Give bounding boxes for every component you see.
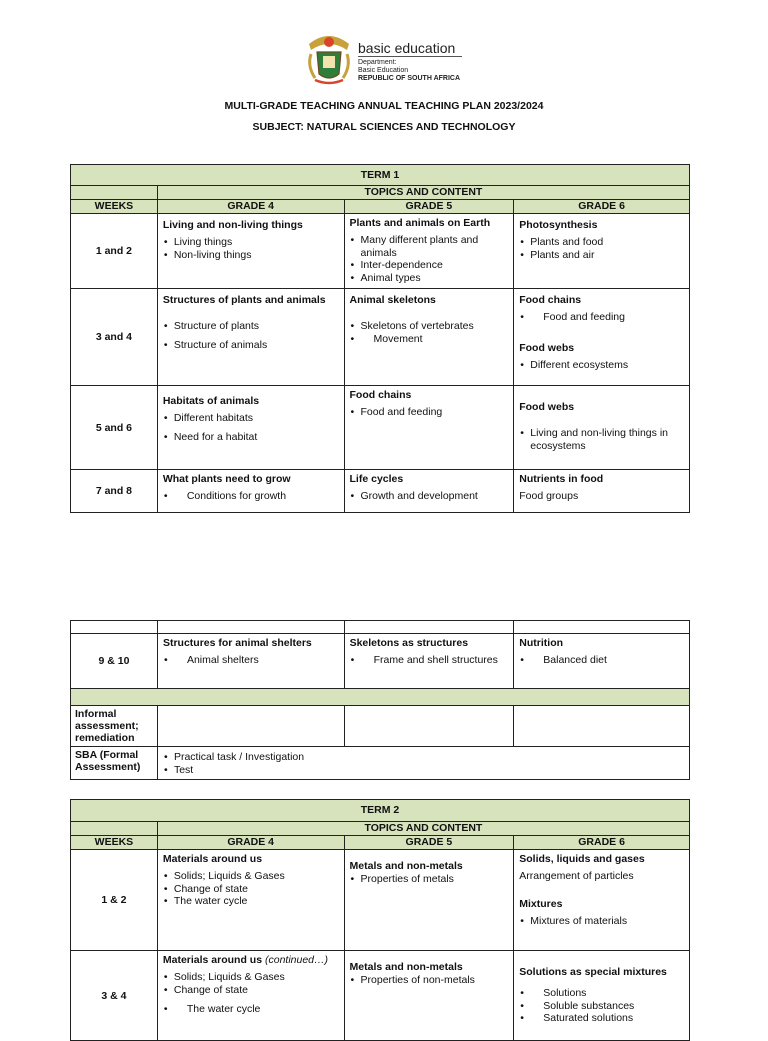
- list-item: • Animal shelters: [163, 654, 339, 667]
- grade5-cell: [344, 951, 514, 1041]
- coat-of-arms-icon: [303, 30, 355, 86]
- topic-title-row: [163, 954, 339, 966]
- table-row: [71, 214, 690, 289]
- table-row: [71, 634, 690, 689]
- grade4-cell: [157, 386, 344, 470]
- term2-table: [70, 799, 690, 1041]
- topic-title: Structures for animal shelters: [162, 637, 312, 649]
- list-item: • Need for a habitat: [163, 431, 339, 444]
- sba-cell: [157, 747, 689, 780]
- green-divider-row: [71, 689, 690, 706]
- grade4-cell: [157, 951, 344, 1041]
- list-item: • Change of state: [163, 984, 339, 997]
- table-row: [71, 289, 690, 386]
- list-item: • Practical task / Investigation: [163, 751, 684, 764]
- topic-title: Nutrition: [519, 637, 564, 649]
- grade4-cell: [157, 289, 344, 386]
- topic-title: Metals and non-metals: [349, 860, 463, 872]
- topic-title: Food chains: [519, 294, 582, 306]
- list-item: • Conditions for growth: [163, 490, 339, 503]
- weeks-cell: 1 & 2: [71, 850, 158, 951]
- list-item: • Non-living things: [163, 249, 339, 262]
- topic-title: Metals and non-metals: [349, 961, 463, 973]
- topic-text: Arrangement of particles: [519, 870, 634, 882]
- list-item: • Structure of animals: [163, 339, 339, 352]
- blank-cell: [71, 186, 158, 200]
- list-item: • Test: [163, 764, 684, 777]
- term2-topics-header: TOPICS AND CONTENT: [157, 822, 689, 836]
- weeks-cell: 9 & 10: [71, 634, 158, 689]
- term2-title: TERM 2: [71, 800, 690, 822]
- list-item: • Properties of metals: [350, 873, 509, 886]
- blank-cell: [71, 822, 158, 836]
- table-row: [71, 951, 690, 1041]
- list-item: • The water cycle: [163, 895, 339, 908]
- document-subject: SUBJECT: NATURAL SCIENCES AND TECHNOLOGY: [252, 121, 516, 133]
- list-item: • Different habitats: [163, 412, 339, 425]
- topic-title: Animal skeletons: [349, 294, 436, 306]
- list-item: • Saturated solutions: [519, 1012, 684, 1025]
- grade5-header: GRADE 5: [344, 836, 514, 850]
- term1-continued-table: [70, 620, 690, 780]
- topic-title: Life cycles: [349, 473, 404, 485]
- table-row: [71, 850, 690, 951]
- logo-line-3: REPUBLIC OF SOUTH AFRICA: [358, 75, 461, 82]
- topic-title: Solutions as special mixtures: [519, 966, 667, 978]
- grade6-header: GRADE 6: [514, 836, 690, 850]
- list-item: • Properties of non-metals: [350, 974, 509, 987]
- logo-title: basic education: [358, 40, 456, 56]
- topic-title: What plants need to grow: [162, 473, 291, 485]
- weeks-cell: 7 and 8: [71, 470, 158, 513]
- list-item: • Solids; Liquids & Gases: [163, 971, 339, 984]
- grade6-cell: [514, 470, 690, 513]
- list-item: • Food and feeding: [519, 311, 684, 324]
- term1-title: TERM 1: [71, 165, 690, 186]
- term1-topics-header: TOPICS AND CONTENT: [157, 186, 689, 200]
- table-row: [71, 470, 690, 513]
- list-item: • Plants and air: [519, 249, 684, 262]
- weeks-header: WEEKS: [71, 836, 158, 850]
- weeks-cell: 5 and 6: [71, 386, 158, 470]
- topic-title: Nutrients in food: [519, 473, 604, 485]
- grade4-cell: [157, 470, 344, 513]
- list-item: • Different ecosystems: [519, 359, 684, 372]
- grade5-cell: [344, 386, 514, 470]
- topic-title: Food webs: [519, 341, 575, 354]
- grade6-cell: [514, 951, 690, 1041]
- list-item: • Structure of plants: [163, 320, 339, 333]
- topic-title: Plants and animals on Earth: [349, 217, 491, 229]
- sba-label: SBA (Formal Assessment): [71, 747, 158, 780]
- grade4-cell: [157, 634, 344, 689]
- informal-assessment-label: Informal assessment; remediation: [71, 706, 158, 747]
- list-item: • Solutions: [519, 987, 684, 1000]
- topic-title: Mixtures: [519, 898, 563, 910]
- grade5-cell: [344, 850, 514, 951]
- grade4-cell: [157, 214, 344, 289]
- topic-title: Materials around us: [162, 853, 263, 865]
- list-item: • Frame and shell structures: [350, 654, 509, 667]
- list-item: • Solids; Liquids & Gases: [163, 870, 339, 883]
- grade6-cell: [514, 214, 690, 289]
- list-item: • Mixtures of materials: [519, 915, 684, 928]
- weeks-cell: 1 and 2: [71, 214, 158, 289]
- topic-text: Food groups: [519, 490, 579, 502]
- logo-line-1: Department:: [358, 59, 397, 66]
- document-title: MULTI-GRADE TEACHING ANNUAL TEACHING PLAN 2023/2024: [224, 100, 544, 112]
- grade5-cell: [344, 289, 514, 386]
- grade6-cell: [514, 850, 690, 951]
- grade6-cell: [514, 386, 690, 470]
- weeks-cell: 3 & 4: [71, 951, 158, 1041]
- list-item: • Movement: [350, 333, 509, 346]
- grade5-cell: [344, 470, 514, 513]
- list-item: • Animal types: [350, 272, 509, 285]
- grade5-header: GRADE 5: [344, 200, 514, 214]
- list-item: • Plants and food: [519, 236, 684, 249]
- list-item: • Skeletons of vertebrates: [350, 320, 509, 333]
- topic-title: Photosynthesis: [519, 219, 598, 231]
- topic-title: Solids, liquids and gases: [519, 853, 645, 865]
- list-item: • Growth and development: [350, 490, 509, 503]
- table-row: [71, 706, 690, 747]
- topic-title: Food chains: [349, 389, 412, 401]
- logo-divider: [358, 56, 462, 57]
- grade6-cell: [514, 289, 690, 386]
- term1-table: [70, 164, 690, 513]
- table-row: [71, 386, 690, 470]
- list-item: • Living things: [163, 236, 339, 249]
- list-item: • Many different plants and animals: [350, 234, 509, 259]
- grade4-cell: [157, 850, 344, 951]
- weeks-cell: 3 and 4: [71, 289, 158, 386]
- weeks-header: WEEKS: [71, 200, 158, 214]
- topic-title: Living and non-living things: [162, 219, 303, 231]
- grade6-cell: [514, 634, 690, 689]
- list-item: • The water cycle: [163, 1003, 339, 1016]
- topic-title: Food webs: [519, 401, 575, 413]
- list-item: • Soluble substances: [519, 1000, 684, 1013]
- topic-title: Habitats of animals: [162, 395, 260, 407]
- list-item: • Inter-dependence: [350, 259, 509, 272]
- logo-line-2: Basic Education: [358, 67, 409, 74]
- grade4-header: GRADE 4: [157, 836, 344, 850]
- table-row: [71, 747, 690, 780]
- grade5-cell: [344, 634, 514, 689]
- topic-title: Structures of plants and animals: [162, 294, 326, 306]
- topic-title: Materials around us: [162, 954, 263, 966]
- grade4-header: GRADE 4: [157, 200, 344, 214]
- topic-title: Skeletons as structures: [349, 637, 469, 649]
- list-item: • Living and non-living things in ecosystems: [519, 427, 684, 452]
- topic-title-suffix: (continued…): [264, 954, 329, 966]
- list-item: • Food and feeding: [350, 406, 509, 419]
- list-item: • Change of state: [163, 883, 339, 896]
- grade5-cell: [344, 214, 514, 289]
- grade6-header: GRADE 6: [514, 200, 690, 214]
- list-item: • Balanced diet: [519, 654, 684, 667]
